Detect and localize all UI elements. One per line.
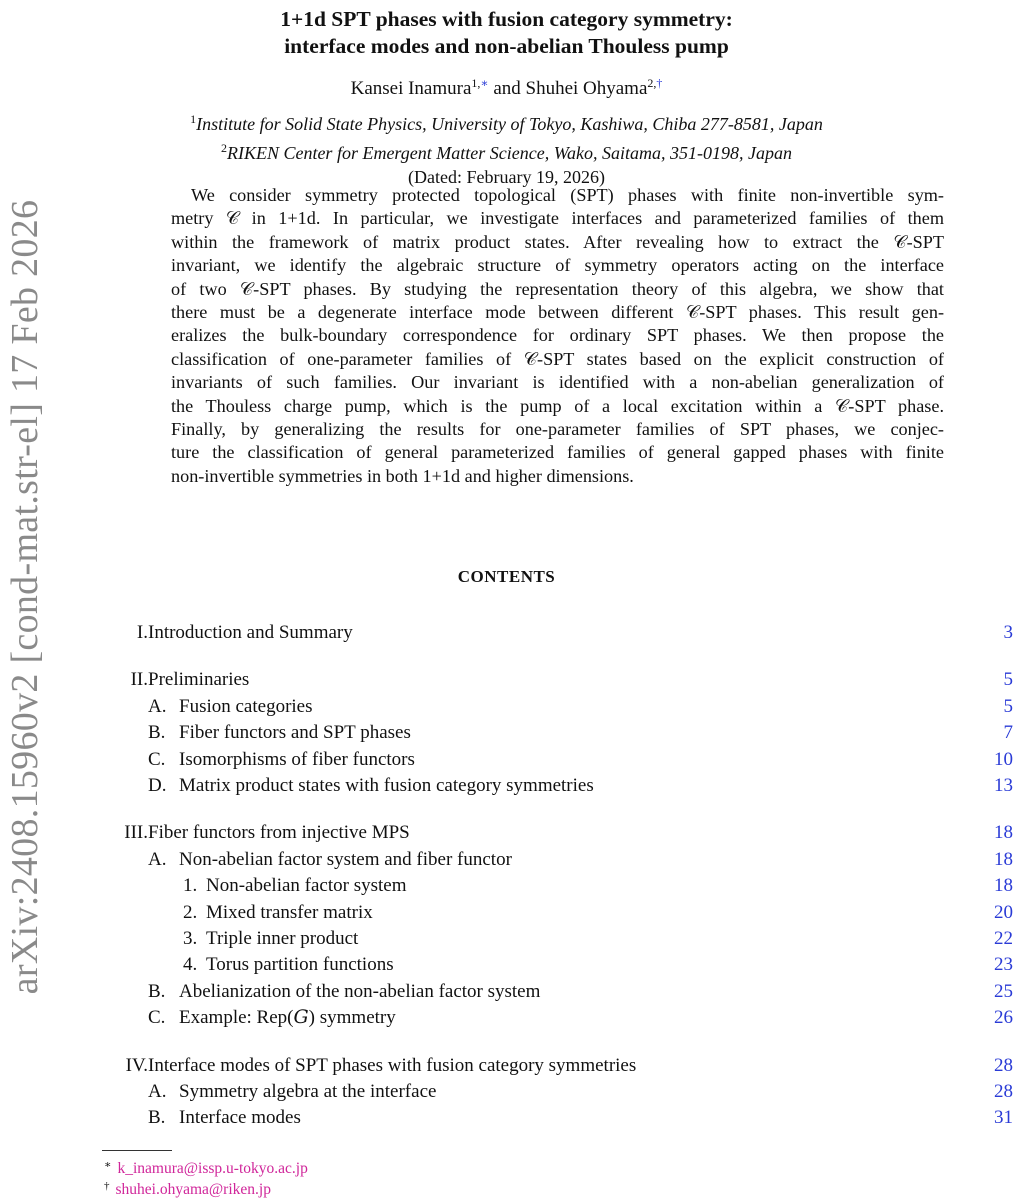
affiliation-text: Institute for Solid State Physics, University of Tokyo, Kashiwa, Chiba 277-8581, Japan bbox=[196, 114, 823, 134]
abstract-line: within the framework of matrix product states. After revealing how to extract the 𝒞-SPT bbox=[171, 231, 944, 252]
affiliation-number: 2 bbox=[220, 141, 227, 155]
abstract-line: there must be a degenerate interface mode between different 𝒞-SPT phases. This result gen- bbox=[171, 302, 944, 323]
toc-entry[interactable] bbox=[0, 1005, 1013, 1031]
footnote-rule bbox=[102, 1150, 172, 1151]
toc-number: IV. bbox=[125, 1054, 148, 1076]
title-line: 1+1d SPT phases with fusion category symmetry: bbox=[280, 7, 733, 31]
toc-title: Preliminaries bbox=[148, 669, 250, 691]
toc-entry[interactable] bbox=[0, 720, 1013, 746]
toc-title: Fusion categories bbox=[179, 695, 313, 717]
toc-title: Fiber functors and SPT phases bbox=[179, 722, 411, 744]
toc-number: A. bbox=[148, 695, 167, 717]
toc-page-link[interactable]: 13 bbox=[994, 775, 1013, 796]
toc-entry[interactable] bbox=[0, 667, 1013, 693]
affiliation-marker: 1, bbox=[471, 76, 481, 90]
toc-title: Interface modes bbox=[179, 1107, 301, 1129]
toc-entry[interactable] bbox=[0, 979, 1013, 1005]
toc-title: Introduction and Summary bbox=[148, 622, 353, 643]
toc-title: Torus partition functions bbox=[206, 954, 394, 976]
toc-page-link[interactable]: 31 bbox=[994, 1107, 1013, 1129]
toc-entry[interactable] bbox=[0, 620, 1013, 646]
toc-page-link[interactable]: 18 bbox=[994, 875, 1013, 897]
abstract-line: We consider symmetry protected topological (SPT) phases with finite non-invertible sym- bbox=[191, 185, 944, 205]
toc-page-link[interactable]: 10 bbox=[994, 748, 1013, 770]
paper-title bbox=[0, 6, 1013, 60]
toc-page-link[interactable]: 28 bbox=[994, 1081, 1013, 1102]
email-link[interactable]: shuhei.ohyama@riken.jp bbox=[115, 1181, 271, 1198]
toc-title: Abelianization of the non-abelian factor system bbox=[179, 980, 541, 1002]
title-line: interface modes and non-abelian Thouless pump bbox=[284, 34, 729, 58]
affiliation-marker: 2, bbox=[647, 76, 657, 90]
abstract-line: metry 𝒞 in 1+1d. In particular, we investigate interfaces and parameterized families of them bbox=[171, 208, 944, 229]
toc-title: Matrix product states with fusion category symmetries bbox=[179, 775, 594, 796]
abstract-line: ture the classification of general parameterized families of general gapped phases with finite bbox=[171, 442, 944, 463]
abstract-line: non-invertible symmetries in both 1+1d and higher dimensions. bbox=[171, 465, 634, 486]
author-list bbox=[0, 76, 1013, 100]
toc-title: Example: Rep(𝐺) symmetry bbox=[179, 1007, 396, 1029]
toc-number: 4. bbox=[183, 954, 198, 976]
toc-page-link[interactable]: 20 bbox=[994, 901, 1013, 923]
arxiv-stamp: arXiv:2408.15960v2 [cond-mat.str-el] 17 Feb 2026 bbox=[4, 199, 46, 995]
abstract-line: the Thouless charge pump, which is the pump of a local excitation within a 𝒞-SPT phase. bbox=[171, 395, 944, 416]
author-name: Shuhei Ohyama bbox=[525, 78, 648, 99]
toc-page-link[interactable]: 5 bbox=[1003, 695, 1013, 717]
abstract-line: of two 𝒞-SPT phases. By studying the representation theory of this algebra, we show that bbox=[171, 278, 944, 299]
toc-number: III. bbox=[124, 822, 148, 844]
date-line: (Dated: February 19, 2026) bbox=[408, 167, 605, 187]
toc-page-link[interactable]: 26 bbox=[994, 1007, 1013, 1029]
abstract-line: classification of one-parameter families of 𝒞-SPT states based on the explicit construction of bbox=[171, 348, 944, 369]
toc-page-link[interactable]: 3 bbox=[1003, 622, 1013, 643]
toc-number: B. bbox=[148, 722, 166, 744]
toc-page-link[interactable]: 28 bbox=[994, 1054, 1013, 1076]
toc-number: I. bbox=[136, 622, 148, 643]
toc-title: Non-abelian factor system bbox=[206, 875, 407, 897]
affiliation bbox=[0, 107, 1013, 136]
abstract bbox=[171, 184, 944, 488]
affiliation-text: RIKEN Center for Emergent Matter Science, Wako, Saitama, 351-0198, Japan bbox=[226, 143, 793, 163]
abstract-line: eralizes the bulk-boundary correspondence for ordinary SPT phases. We then propose the bbox=[171, 325, 944, 346]
footnote-mark: ∗ bbox=[104, 1159, 112, 1171]
toc-title: Non-abelian factor system and fiber functor bbox=[179, 848, 512, 870]
footnote bbox=[104, 1158, 308, 1178]
author-name: Kansei Inamura bbox=[350, 78, 472, 99]
footnote bbox=[104, 1180, 271, 1199]
toc-entry[interactable] bbox=[0, 1079, 1013, 1105]
toc-number: C. bbox=[148, 748, 166, 770]
abstract-line: invariants of such families. Our invariant is identified with a non-abelian generalization of bbox=[171, 372, 944, 393]
toc-title: Symmetry algebra at the interface bbox=[179, 1081, 437, 1102]
affiliations bbox=[0, 107, 1013, 189]
toc-page-link[interactable]: 23 bbox=[994, 954, 1013, 976]
footnote-mark: † bbox=[104, 1180, 110, 1192]
toc-number: C. bbox=[148, 1007, 166, 1029]
author-separator: and bbox=[488, 78, 526, 99]
toc-title: Interface modes of SPT phases with fusion category symmetries bbox=[148, 1054, 637, 1076]
toc-number: II. bbox=[130, 669, 148, 691]
toc-entry[interactable] bbox=[0, 820, 1013, 846]
toc-title: Triple inner product bbox=[206, 928, 359, 949]
abstract-line: invariant, we identify the algebraic structure of symmetry operators acting on the interface bbox=[171, 255, 944, 276]
email-link[interactable]: k_inamura@issp.u-tokyo.ac.jp bbox=[117, 1160, 308, 1177]
toc-number: 3. bbox=[183, 928, 198, 949]
footnote-link[interactable]: † bbox=[656, 76, 663, 90]
toc-title: Mixed transfer matrix bbox=[206, 901, 373, 923]
toc-page-link[interactable]: 18 bbox=[994, 822, 1013, 844]
toc-number: 1. bbox=[183, 875, 198, 897]
toc-title: Isomorphisms of fiber functors bbox=[179, 748, 415, 770]
toc-page-link[interactable]: 18 bbox=[994, 848, 1013, 870]
toc-number: A. bbox=[148, 848, 167, 870]
toc-number: A. bbox=[148, 1081, 167, 1102]
toc-entry[interactable] bbox=[0, 1105, 1013, 1131]
affiliation-number: 1 bbox=[190, 112, 197, 126]
toc-entry[interactable] bbox=[0, 747, 1013, 773]
toc-entry[interactable] bbox=[0, 952, 1013, 978]
abstract-line: Finally, by generalizing the results for one-parameter families of SPT phases, we conjec- bbox=[171, 419, 944, 440]
toc-entry[interactable] bbox=[0, 926, 1013, 952]
toc-page-link[interactable]: 5 bbox=[1003, 669, 1013, 691]
footnote-link[interactable]: ∗ bbox=[480, 76, 489, 90]
toc-title: Fiber functors from injective MPS bbox=[148, 822, 410, 844]
toc-page-link[interactable]: 7 bbox=[1003, 722, 1013, 744]
toc-number: B. bbox=[148, 1107, 166, 1129]
toc-entry[interactable] bbox=[0, 900, 1013, 926]
toc-number: 2. bbox=[183, 901, 198, 923]
toc-entry[interactable] bbox=[0, 873, 1013, 899]
affiliation bbox=[0, 136, 1013, 165]
toc-entry[interactable] bbox=[0, 847, 1013, 873]
toc-entry[interactable] bbox=[0, 773, 1013, 799]
toc-page-link[interactable]: 22 bbox=[994, 928, 1013, 949]
toc-number: D. bbox=[148, 775, 167, 796]
toc-entry[interactable] bbox=[0, 694, 1013, 720]
toc-page-link[interactable]: 25 bbox=[994, 980, 1013, 1002]
contents-heading: CONTENTS bbox=[457, 567, 556, 586]
toc-entry[interactable] bbox=[0, 1053, 1013, 1079]
toc-number: B. bbox=[148, 980, 166, 1002]
